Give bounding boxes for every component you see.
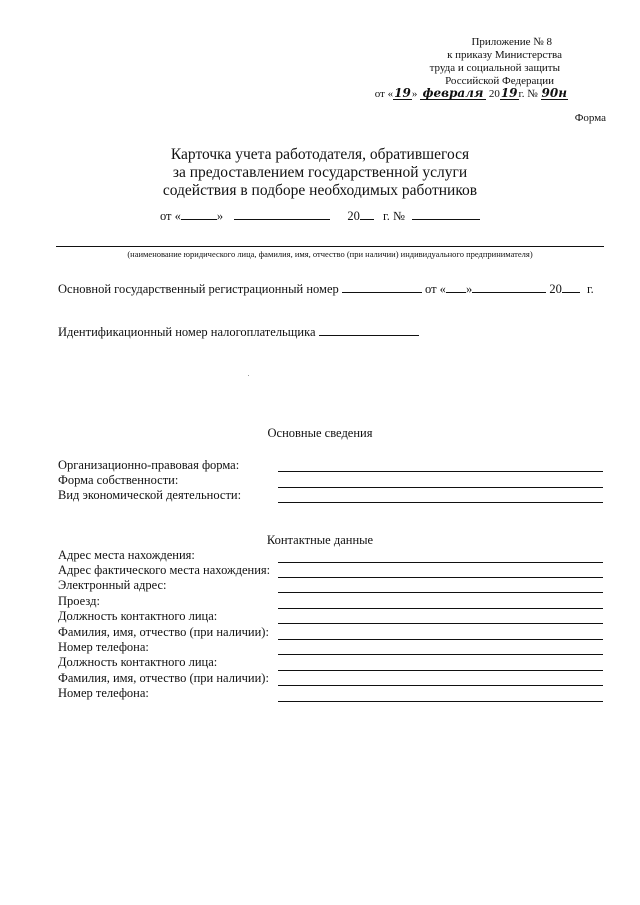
contact-field-label: Адрес фактического места нахождения:: [58, 563, 271, 577]
card-day-field[interactable]: [181, 208, 217, 220]
ogrn-label: Основной государственный регистрационный номер: [58, 282, 339, 296]
appendix-number: 90н: [541, 86, 567, 100]
contact-field-label: Номер телефона:: [58, 686, 149, 700]
appendix-month: февраля: [420, 88, 486, 100]
main-field-line[interactable]: [278, 502, 603, 503]
contact-field-line[interactable]: [278, 701, 603, 702]
contact-field-label: Должность контактного лица:: [58, 655, 218, 669]
contact-field-line[interactable]: [278, 670, 603, 671]
card-month-field[interactable]: [234, 208, 330, 220]
ogrn-year-field[interactable]: [562, 281, 580, 293]
contact-field-line[interactable]: [278, 685, 603, 686]
contacts-heading: Контактные данные: [266, 533, 374, 547]
title-line-1: Карточка учета работодателя, обратившегося: [170, 146, 470, 163]
main-info-heading: Основные сведения: [267, 426, 373, 440]
inn-field[interactable]: [319, 324, 419, 336]
title-line-3: содействия в подборе необходимых работников: [162, 182, 478, 199]
ogrn-day-field[interactable]: [446, 281, 466, 293]
contact-field-line[interactable]: [278, 623, 603, 624]
contact-field-line[interactable]: [278, 654, 603, 655]
appendix-block: [352, 36, 567, 101]
form-label: Форма: [574, 112, 606, 124]
contact-field-label: Должность контактного лица:: [58, 609, 218, 623]
scan-dot: [248, 375, 249, 376]
appendix-line-4: Российской Федерации: [445, 75, 554, 87]
contact-field-label: Номер телефона:: [58, 640, 149, 654]
appendix-line-2: к приказу Министерства: [447, 49, 562, 61]
employer-name-field[interactable]: [56, 246, 604, 247]
ogrn-month-field[interactable]: [472, 281, 546, 293]
contact-field-line[interactable]: [278, 608, 603, 609]
main-field-line[interactable]: [278, 471, 603, 472]
ogrn-row: Основной государственный регистрационный номер от « » 20 г.: [58, 282, 594, 296]
contact-field-label: Адрес места нахождения:: [58, 548, 195, 562]
appendix-date: от «19» февраля 2019г. № 90н: [374, 86, 567, 100]
document-title: [0, 146, 640, 200]
appendix-day: 19: [394, 86, 411, 100]
employer-name-caption: (наименование юридического лица, фамилия, имя, отчество (при наличии) индивидуального предпринимателя): [127, 249, 533, 259]
contact-field-label: Электронный адрес:: [58, 578, 167, 592]
appendix-line-3: труда и социальной защиты: [429, 62, 560, 74]
main-field-label: Вид экономической деятельности:: [58, 488, 242, 502]
main-field-line[interactable]: [278, 487, 603, 488]
appendix-year: 19: [500, 86, 518, 100]
appendix-line-1: Приложение № 8: [471, 36, 552, 48]
card-year-field[interactable]: [360, 208, 374, 220]
title-line-2: за предоставлением государственной услуги: [172, 164, 468, 181]
contact-field-label: Фамилия, имя, отчество (при наличии):: [58, 625, 269, 639]
contact-field-label: Фамилия, имя, отчество (при наличии):: [58, 671, 269, 685]
contact-field-line[interactable]: [278, 562, 603, 563]
card-number-field[interactable]: [412, 208, 480, 220]
inn-label: Идентификационный номер налогоплательщика: [58, 325, 316, 339]
ogrn-field[interactable]: [342, 281, 422, 293]
contact-field-label: Проезд:: [58, 594, 100, 608]
contact-field-line[interactable]: [278, 592, 603, 593]
main-field-label: Форма собственности:: [58, 473, 179, 487]
contact-field-line[interactable]: [278, 577, 603, 578]
main-field-label: Организационно-правовая форма:: [58, 458, 240, 472]
card-date-line: от « » 20 г. №: [0, 208, 640, 224]
contact-field-line[interactable]: [278, 639, 603, 640]
inn-row: [58, 324, 419, 340]
